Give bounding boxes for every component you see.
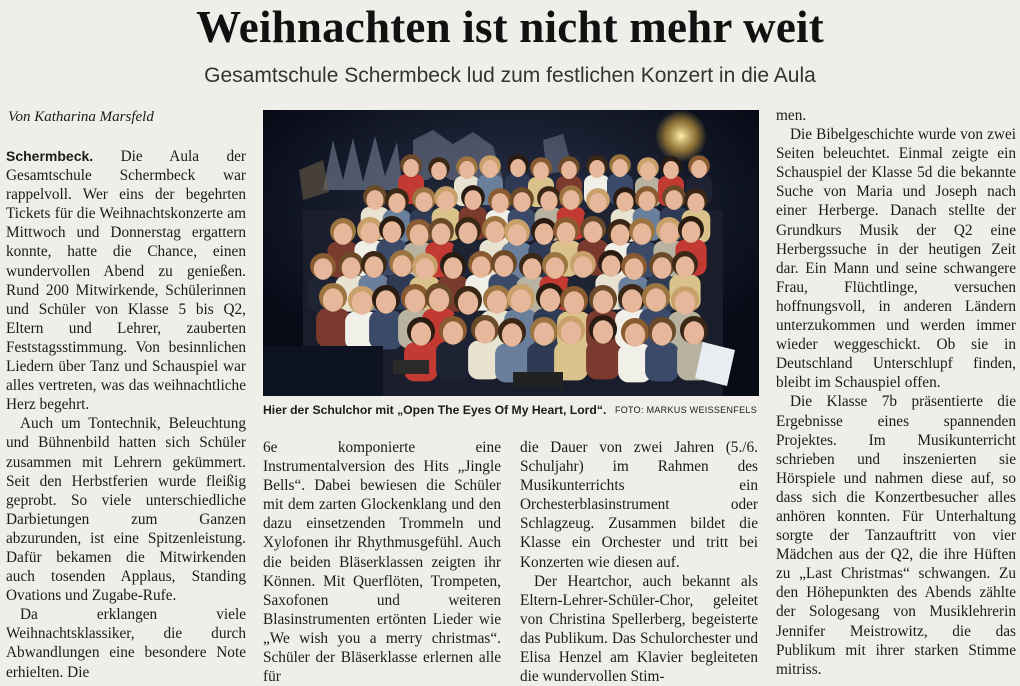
choir-member-face — [534, 322, 554, 345]
paragraph: Die Klasse 7b präsentierte die Ergebnisse eines spannenden Projektes. Im Musikunterricht schrieben und inszenierten sie Hörspiele und nahmen diese auf, so dass sich die Konzertbesucher alles anhören konnten. Für Unterhaltung sorgte der Tanzauftritt von vier Mädchen aus der Q2, die ihre Hüften zu „Last Christmas“ schwangen. Zu den Höhepunkten des Abends zählte der Sologesang von Musiklehrerin Jennifer Meistrowitz, die das Publikum mit ihrer starken Stimme mitriss. — [776, 393, 1016, 678]
choir-member-face — [612, 159, 628, 177]
choir-member-face — [388, 193, 405, 213]
choir-member-face — [653, 257, 672, 279]
choir-member-face — [640, 162, 656, 180]
choir-member-face — [361, 222, 380, 244]
choir-member-face — [589, 160, 605, 178]
choir-member-face — [464, 190, 481, 210]
choir-member-face — [663, 161, 679, 179]
headline: Weihnachten ist nicht mehr weit — [196, 2, 824, 52]
choir-member-face — [564, 291, 584, 314]
choir-member-face — [523, 258, 542, 280]
choir-member-face — [574, 256, 593, 278]
choir-member-face — [475, 320, 495, 343]
choir-member-face — [646, 288, 666, 311]
choir-member-body — [645, 342, 679, 381]
choir-member-face — [511, 289, 531, 312]
paragraph: 6e komponierte eine Instrumentalversion des Hits „Jingle Bells“. Dabei bewiesen die Schüler mit dem zarten Glockenklang und den dazu einsetzenden Trommeln und Xylofonen ihr Rhythmusgefühl. Auch die beiden Bläserklassen zeigten ihr Können. Mit Querflöten, Trompeten, Saxofonen und weiteren Blasinstrumenten ertönten Lieder wie „We wish you a merry christmas“. Schüler der Bläserklasse erlernen alle für — [263, 439, 501, 686]
choir-member-face — [486, 221, 505, 243]
choir-member-body — [369, 310, 403, 349]
choir-member-face — [482, 160, 498, 178]
choir-member-face — [665, 190, 682, 210]
choir-member-face — [415, 192, 432, 212]
paragraph: Da erklangen viele Weihnachtsklassiker, die durch Abwandlungen eine besondere Note erhielten. Die — [6, 606, 246, 681]
choir-member-face — [533, 162, 549, 180]
choir-member-face — [611, 224, 630, 246]
choir-member-face — [691, 160, 707, 178]
choir-member-face — [342, 257, 361, 279]
photo-caption — [263, 401, 759, 421]
choir-member-face — [660, 222, 679, 244]
choir-member-face — [393, 255, 412, 277]
paragraph — [6, 147, 246, 414]
choir-member-face — [622, 289, 642, 312]
choir-member-face — [638, 191, 655, 211]
choir-member-face — [432, 223, 451, 245]
choir-member-face — [557, 222, 576, 244]
article-column-4 — [776, 106, 1016, 679]
paragraph: Der Heartchor, auch bekannt als Eltern-Lehrer-Schüler-Chor, geleitet von Christina Spellerberg, begeisterte das Publikum. Das Schulorchester und Elisa Henzel am Klavier begleiteten die wundervollen Stim- — [520, 572, 758, 686]
choir-member-face — [405, 289, 425, 312]
choir-member-face — [366, 190, 383, 210]
paragraph: die Dauer von zwei Jahren (5./6. Schuljahr) im Rahmen des Musikunterrichts ein Orchesterblasinstrument oder Schlagzeug. Zusammen bildet die Klasse ein Orchester und tritt bei Konzerten wie diesen auf. — [520, 439, 758, 571]
choir-member-face — [459, 222, 478, 244]
choir-member-face — [625, 258, 644, 280]
choir-member-face — [383, 221, 402, 243]
paragraph-text: Die Aula der Gesamtschule Schermbeck war rappelvoll. Wer eins der begehrten Tickets für die Weihnachtskonzerte am Mittwoch und Donnerstag ergattern konnte, hatte die Chance, einen wundervollen Abend zu genießen. Rund 200 Mitwirkende, Schülerinnen und Schüler von Klasse 5 bis Q2, Eltern und Lehrer, zauberten Feststagsstimmung. Von besinnlichen Liedern über Tanz und Schauspiel war alles vertreten, was das weihnachtliche Herz begehrt. — [6, 148, 246, 414]
choir-member-face — [687, 193, 704, 213]
choir-member-face — [429, 288, 449, 311]
choir-member-face — [561, 321, 581, 344]
choir-member-face — [502, 323, 522, 346]
choir-member-face — [323, 288, 343, 311]
choir-member-face — [459, 161, 475, 179]
choir-member-face — [540, 191, 557, 211]
choir-member-face — [540, 288, 560, 311]
article-column-3 — [520, 438, 758, 686]
paragraph: Die Bibelgeschichte wurde von zwei Seiten beleuchtet. Einmal zeigte ein Schauspiel der Klasse 5d die bekannte Suche von Maria und Joseph nach einer Herberge. Danach stellte der Grundkurs Musik der Q2 eine Herbergssuche in der heutigen Zeit dar. Ein Mann und seine schwangere Frau, Flüchtlinge, versuchen hoffnungsvoll, in anderen Ländern unterzukommen und werden immer wieder weggeschickt. Ob sie in Deutschland Unterschlupf finden, bleibt im Schauspiel offen. — [776, 126, 1016, 392]
dateline: Schermbeck. — [6, 148, 94, 164]
choir-member-face — [625, 323, 645, 346]
article-column-1 — [6, 147, 246, 682]
choir-member-face — [508, 224, 527, 246]
choir-member-body — [586, 340, 620, 379]
choir-member-body — [436, 341, 470, 380]
choir-member-face — [314, 258, 333, 280]
choir-member-face — [602, 255, 621, 277]
choir-member-face — [491, 193, 508, 213]
choir-member-face — [633, 223, 652, 245]
choir-member-face — [443, 321, 463, 344]
subheadline: Gesamtschule Schermbeck lud zum festlichen Konzert in die Aula — [204, 64, 816, 87]
byline: Von Katharina Marsfeld — [8, 109, 154, 125]
choir-member-face — [675, 291, 695, 314]
choir-member-face — [365, 256, 384, 278]
choir-member-face — [684, 321, 704, 344]
choir-member-face — [458, 291, 478, 314]
choir-photo — [263, 110, 759, 396]
choir-member-face — [593, 290, 613, 313]
paragraph: men. — [776, 107, 807, 124]
choir-member-face — [411, 322, 431, 345]
choir-member-face — [410, 224, 429, 246]
choir-member-face — [676, 256, 695, 278]
choir-member-face — [561, 161, 577, 179]
choir-member-face — [584, 221, 603, 243]
choir-member-face — [616, 192, 633, 212]
photo-credit: FOTO: MARKUS WEISSENFELS — [614, 405, 757, 415]
choir-member-face — [546, 257, 565, 279]
choir-member-face — [487, 290, 507, 313]
choir-member-face — [352, 291, 372, 314]
caption-text: Hier der Schulchor mit „Open The Eyes Of My Heart, Lord“. — [263, 403, 607, 417]
choir-member-face — [535, 223, 554, 245]
choir-member-face — [593, 320, 613, 343]
paragraph: Auch um Tontechnik, Beleuchtung und Bühnenbild hatten sich Schüler zusammen mit Lehrern gekümmert. Seit den Herbstferien wurde fleißig geprobt. So viele unterschiedliche Darbietungen zum Ganzen abzurunden, ist eine Spitzenleistung. Dafür bekamen die Mitwirkenden auch tosenden Applaus, Standing Ovations und Zugabe-Rufe. — [6, 415, 246, 605]
choir-member-face — [510, 159, 526, 177]
choir-member-face — [589, 193, 606, 213]
choir-member-face — [403, 159, 419, 177]
choir-member-face — [495, 255, 514, 277]
choir-member-face — [416, 258, 435, 280]
choir-member-face — [444, 257, 463, 279]
choir-member-body — [316, 308, 350, 347]
choir-member-face — [513, 192, 530, 212]
choir-member-face — [472, 256, 491, 278]
choir-member-face — [562, 190, 579, 210]
choir-member-face — [652, 322, 672, 345]
choir-member-face — [431, 162, 447, 180]
choir-member-face — [376, 290, 396, 313]
choir-member-face — [682, 221, 701, 243]
article-column-2 — [263, 438, 501, 686]
choir-member-face — [334, 223, 353, 245]
choir-member-face — [437, 191, 454, 211]
